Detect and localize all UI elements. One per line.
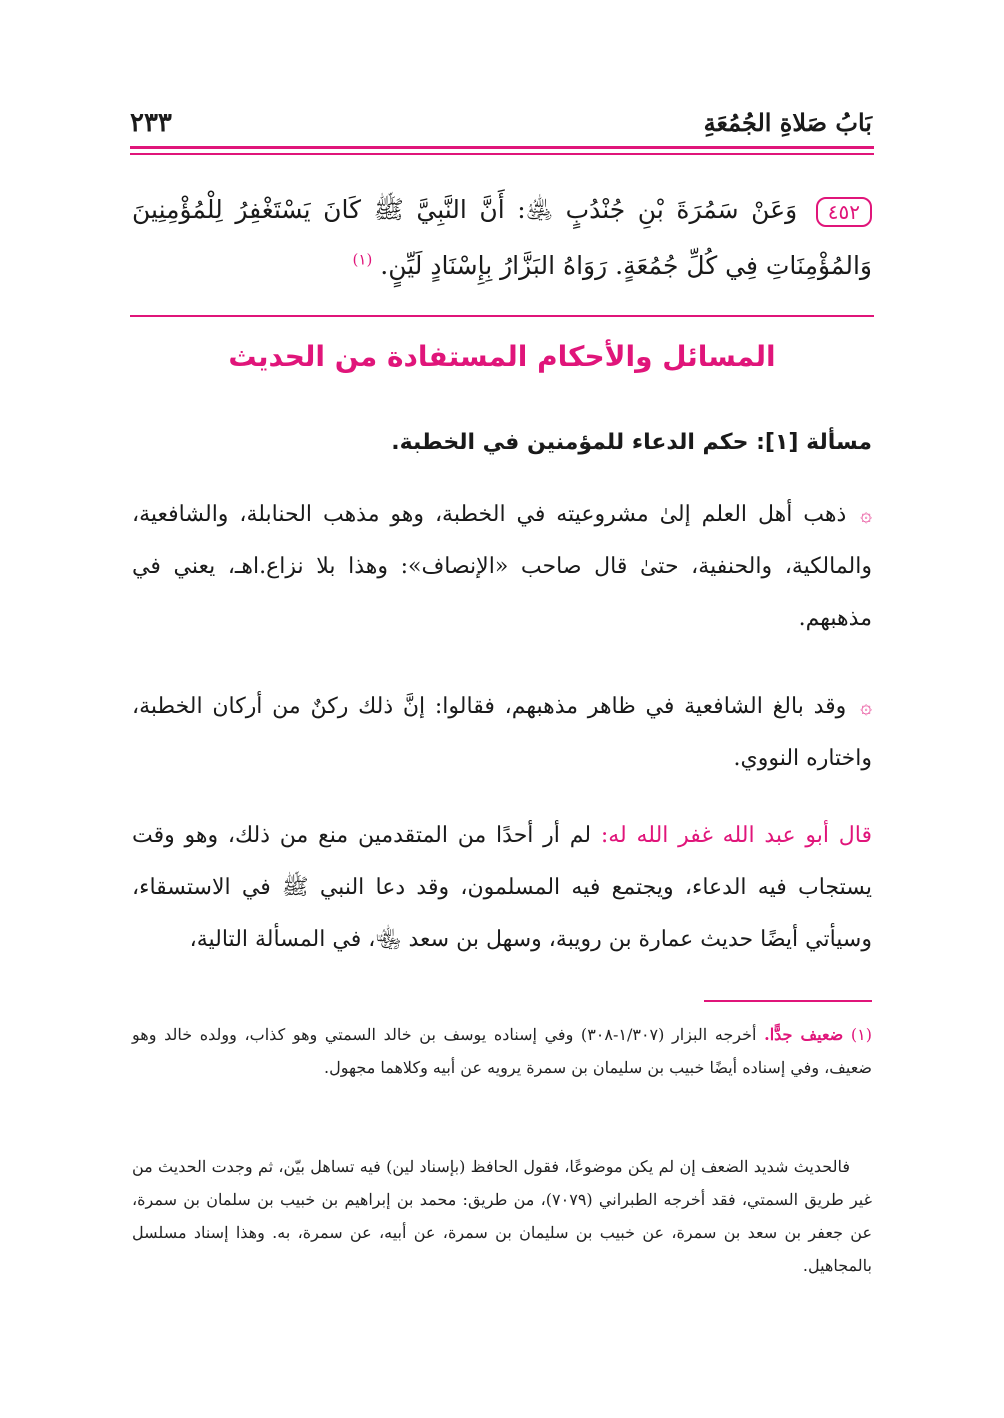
paragraph-3 (132, 810, 872, 966)
footnote-number: (١) (850, 1025, 873, 1044)
ornament-icon: ۞ (860, 694, 872, 718)
section-title: المسائل والأحكام المستفادة من الحديث (228, 340, 776, 373)
footnote-separator (704, 1000, 872, 1002)
footnote-grade: ضعيف جدًّا. (764, 1025, 844, 1044)
hadith-text-block (132, 182, 872, 294)
hadith-divider (130, 315, 874, 317)
footnote-2-text: فالحديث شديد الضعف إن لم يكن موضوعًا، فقول الحافظ (بإسناد لين) فيه تساهل بيّن، ثم وجدت الحديث من غير طريق السمتي، فقد أخرجه الطبراني (٧٠٧٩)، من طريق: محمد بن إبراهيم بن خبيب بن سلمان بن سمرة، عن جعفر بن سعد بن سمرة، عن خبيب بن سليمان بن سمرة، عن أبيه، عن سمرة، به. وهذا إسناد مسلسل بالمجاهيل. (132, 1157, 872, 1275)
header-rule-thin (130, 153, 874, 155)
footnote-1-text: أخرجه البزار (١/٣٠٧-٣٠٨) وفي إسناده يوسف بن خالد السمتي وهو كذاب، وولده خالد وهو ضعيف، وفي إسناده أيضًا خبيب بن سليمان بن سمرة يرويه عن أبيه وكلاهما مجهول. (132, 1025, 872, 1077)
header-rule (130, 146, 874, 149)
author-name: قال أبو عبد الله غفر الله له: (600, 823, 872, 848)
paragraph-1 (132, 488, 872, 645)
ornament-icon: ۞ (860, 502, 872, 526)
footnote-2 (132, 1150, 872, 1282)
page-number: ٢٣٣ (130, 108, 172, 138)
hadith-text: وَعَنْ سَمُرَةَ بْنِ جُنْدُبٍ ﵁: أَنَّ النَّبِيَّ ﷺ كَانَ يَسْتَغْفِرُ لِلْمُؤْمِنِينَ وَالمُؤْمِنَاتِ فِي كُلِّ جُمُعَةٍ. رَوَاهُ البَزَّارُ بِإِسْنَادٍ لَيِّنٍ. (132, 195, 872, 280)
issue-label: مسألة [١]: (756, 430, 872, 455)
issue-title: حكم الدعاء للمؤمنين في الخطبة. (391, 430, 749, 455)
chapter-title: بَابُ صَلاةِ الجُمُعَةِ (703, 108, 872, 137)
paragraph-1-text: ذهب أهل العلم إلىٰ مشروعيته في الخطبة، وهو مذهب الحنابلة، والشافعية، والمالكية، والحنفية، حتىٰ قال صاحب «الإنصاف»: وهذا بلا نزاع.اهـ، يعني في مذهبهم. (132, 502, 872, 631)
footnote-1 (132, 1018, 872, 1084)
issue-heading (132, 430, 872, 455)
paragraph-2-text: وقد بالغ الشافعية في ظاهر مذهبهم، فقالوا: إنَّ ذلك ركنٌ من أركان الخطبة، واختاره النووي. (132, 694, 872, 771)
paragraph-3-text: لم أر أحدًا من المتقدمين منع من ذلك، وهو وقت يستجاب فيه الدعاء، ويجتمع فيه المسلمون، وقد دعا النبي ﷺ في الاستسقاء، وسيأتي أيضًا حديث عمارة بن رويبة، وسهل بن سعد ﵄، في المسألة التالية، (132, 823, 872, 952)
paragraph-2 (132, 680, 872, 785)
footnote-ref[interactable]: (١) (352, 250, 373, 269)
hadith-number: ٤٥٢ (816, 197, 872, 227)
